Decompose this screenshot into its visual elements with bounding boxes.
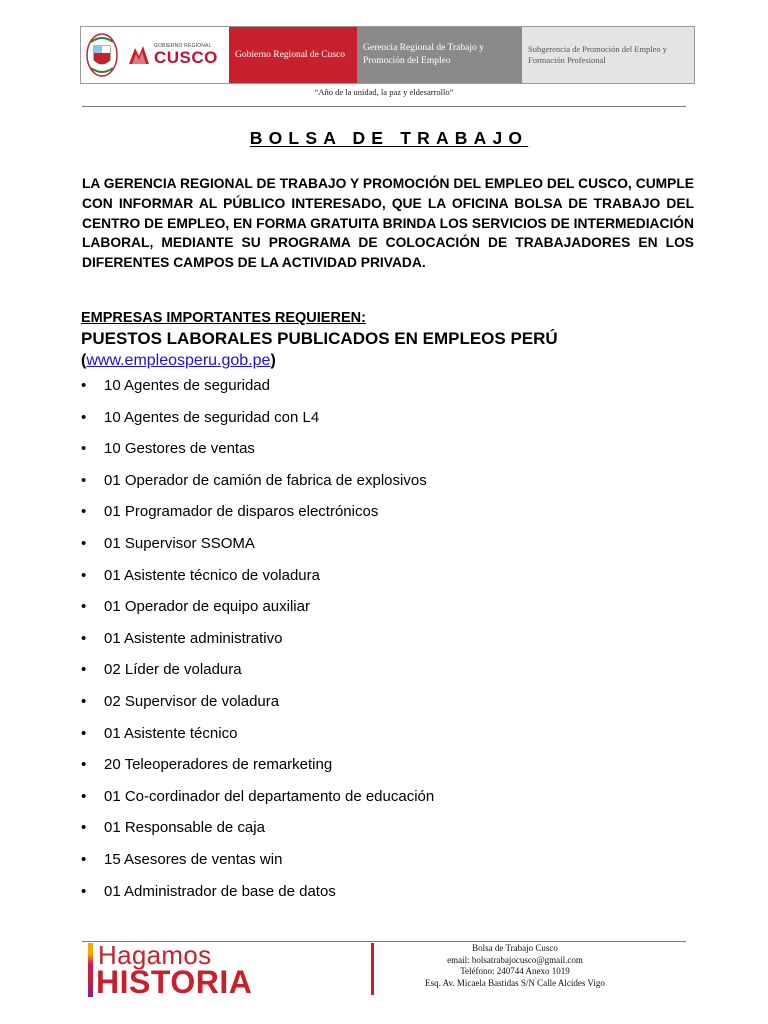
job-list-item: [81, 848, 681, 880]
job-list: [81, 374, 681, 911]
brand-line-2: HISTORIA: [96, 964, 253, 1000]
brand-color-bar: [88, 943, 93, 997]
bullet-icon: •: [81, 471, 87, 489]
requieren-heading: EMPRESAS IMPORTANTES REQUIEREN:: [81, 310, 366, 326]
cusco-logo-icon: [127, 44, 151, 66]
job-text: 02 Supervisor de voladura: [104, 692, 280, 710]
page-title: [0, 128, 768, 149]
job-list-item: [81, 627, 681, 659]
gobierno-regional-cusco-logo: [123, 27, 229, 83]
bullet-icon: •: [81, 724, 87, 742]
job-list-item: [81, 816, 681, 848]
job-list-item: [81, 753, 681, 785]
header-cell-gobierno: Gobierno Regional de Cusco: [229, 27, 357, 83]
bullet-icon: •: [81, 534, 87, 552]
job-list-item: [81, 690, 681, 722]
job-list-item: [81, 722, 681, 754]
footer-separator: [371, 943, 374, 995]
puestos-heading: PUESTOS LABORALES PUBLICADOS EN EMPLEOS PERÚ: [81, 329, 558, 348]
contact-phone: Teléfono: 240744 Anexo 1019: [460, 966, 570, 976]
link-open-paren: (: [81, 352, 87, 369]
link-close-paren: ): [270, 352, 276, 369]
job-text: 10 Agentes de seguridad con L4: [104, 408, 320, 426]
logo-small-text: GOBIERNO REGIONAL: [154, 43, 212, 49]
brand-line-1: Hagamos: [98, 940, 212, 970]
contact-address: Esq. Av. Micaela Bastidas S/N Calle Alcides Vigo: [425, 977, 605, 988]
job-text: 01 Asistente técnico: [104, 724, 238, 742]
bullet-icon: •: [81, 787, 87, 805]
bullet-icon: •: [81, 882, 87, 900]
job-text: 10 Gestores de ventas: [104, 440, 255, 458]
hagamos-historia-brand: [88, 940, 278, 1000]
letterhead: [80, 26, 695, 84]
bullet-icon: •: [81, 629, 87, 647]
peru-coat-of-arms: [81, 27, 123, 83]
job-text: 01 Programador de disparos electrónicos: [104, 503, 379, 521]
year-motto: “Año de la unidad, la paz y eldesarrollo”: [314, 87, 454, 97]
job-list-item: [81, 532, 681, 564]
job-text: 01 Co-cordinador del departamento de educación: [104, 787, 435, 805]
header-divider: [82, 106, 686, 107]
job-text: 01 Operador de equipo auxiliar: [104, 598, 310, 616]
job-list-item: [81, 469, 681, 501]
bullet-icon: •: [81, 377, 87, 394]
job-list-item: [81, 564, 681, 596]
job-text: 01 Administrador de base de datos: [104, 882, 336, 900]
bullet-icon: •: [81, 503, 87, 521]
job-list-item: [81, 880, 681, 912]
contact-block: [400, 943, 630, 989]
bullet-icon: •: [81, 408, 87, 426]
bullet-icon: •: [81, 440, 87, 458]
contact-office: Bolsa de Trabajo Cusco: [472, 943, 558, 953]
job-list-item: [81, 406, 681, 438]
job-list-item: [81, 374, 681, 406]
job-list-item: [81, 785, 681, 817]
bullet-icon: •: [81, 566, 87, 584]
job-text: 01 Asistente técnico de voladura: [104, 566, 320, 584]
contact-email: email: bolsatrabajocusco@gmail.com: [447, 954, 583, 965]
job-text: 20 Teleoperadores de remarketing: [104, 756, 333, 774]
job-text: 02 Líder de voladura: [104, 661, 242, 679]
job-text: 01 Operador de camión de fabrica de explosivos: [104, 471, 427, 489]
job-text: 01 Asistente administrativo: [104, 629, 283, 647]
coat-of-arms-icon: [85, 32, 119, 78]
logo-big-text: CUSCO: [154, 48, 218, 67]
page-title-text: BOLSA DE TRABAJO: [249, 128, 529, 148]
empleosperu-link[interactable]: www.empleosperu.gob.pe: [86, 352, 271, 369]
job-list-item: [81, 658, 681, 690]
intro-paragraph: LA GERENCIA REGIONAL DE TRABAJO Y PROMOCIÓN DEL EMPLEO DEL CUSCO, CUMPLE CON INFORMAR AL PÚBLICO INTERESADO, QUE LA OFICINA BOLSA DE TRABAJO DEL CENTRO DE EMPLEO, EN FORMA GRATUITA BRINDA LOS SERVICIOS DE INTERMEDIACIÓN LABORAL, MEDIANTE SU PROGRAMA DE COLOCACIÓN DE TRABAJADORES EN LOS DIFERENTES CAMPOS DE LA ACTIVIDAD PRIVADA.: [82, 176, 694, 271]
job-text: 15 Asesores de ventas win: [104, 850, 283, 868]
header-cell-subgerencia: Subgerencia de Promoción del Empleo y Formación Profesional: [522, 27, 694, 83]
bullet-icon: •: [81, 661, 87, 679]
job-text: 01 Supervisor SSOMA: [104, 534, 255, 552]
bullet-icon: •: [81, 850, 87, 868]
header-cell-gerencia: Gerencia Regional de Trabajo y Promoción del Empleo: [357, 27, 522, 83]
bullet-icon: •: [81, 819, 87, 837]
job-text: 10 Agentes de seguridad: [104, 377, 270, 394]
link-line: [81, 352, 276, 370]
job-list-item: [81, 437, 681, 469]
bullet-icon: •: [81, 756, 87, 774]
bullet-icon: •: [81, 598, 87, 616]
bullet-icon: •: [81, 692, 87, 710]
job-list-item: [81, 595, 681, 627]
job-text: 01 Responsable de caja: [104, 819, 265, 837]
job-list-item: [81, 500, 681, 532]
